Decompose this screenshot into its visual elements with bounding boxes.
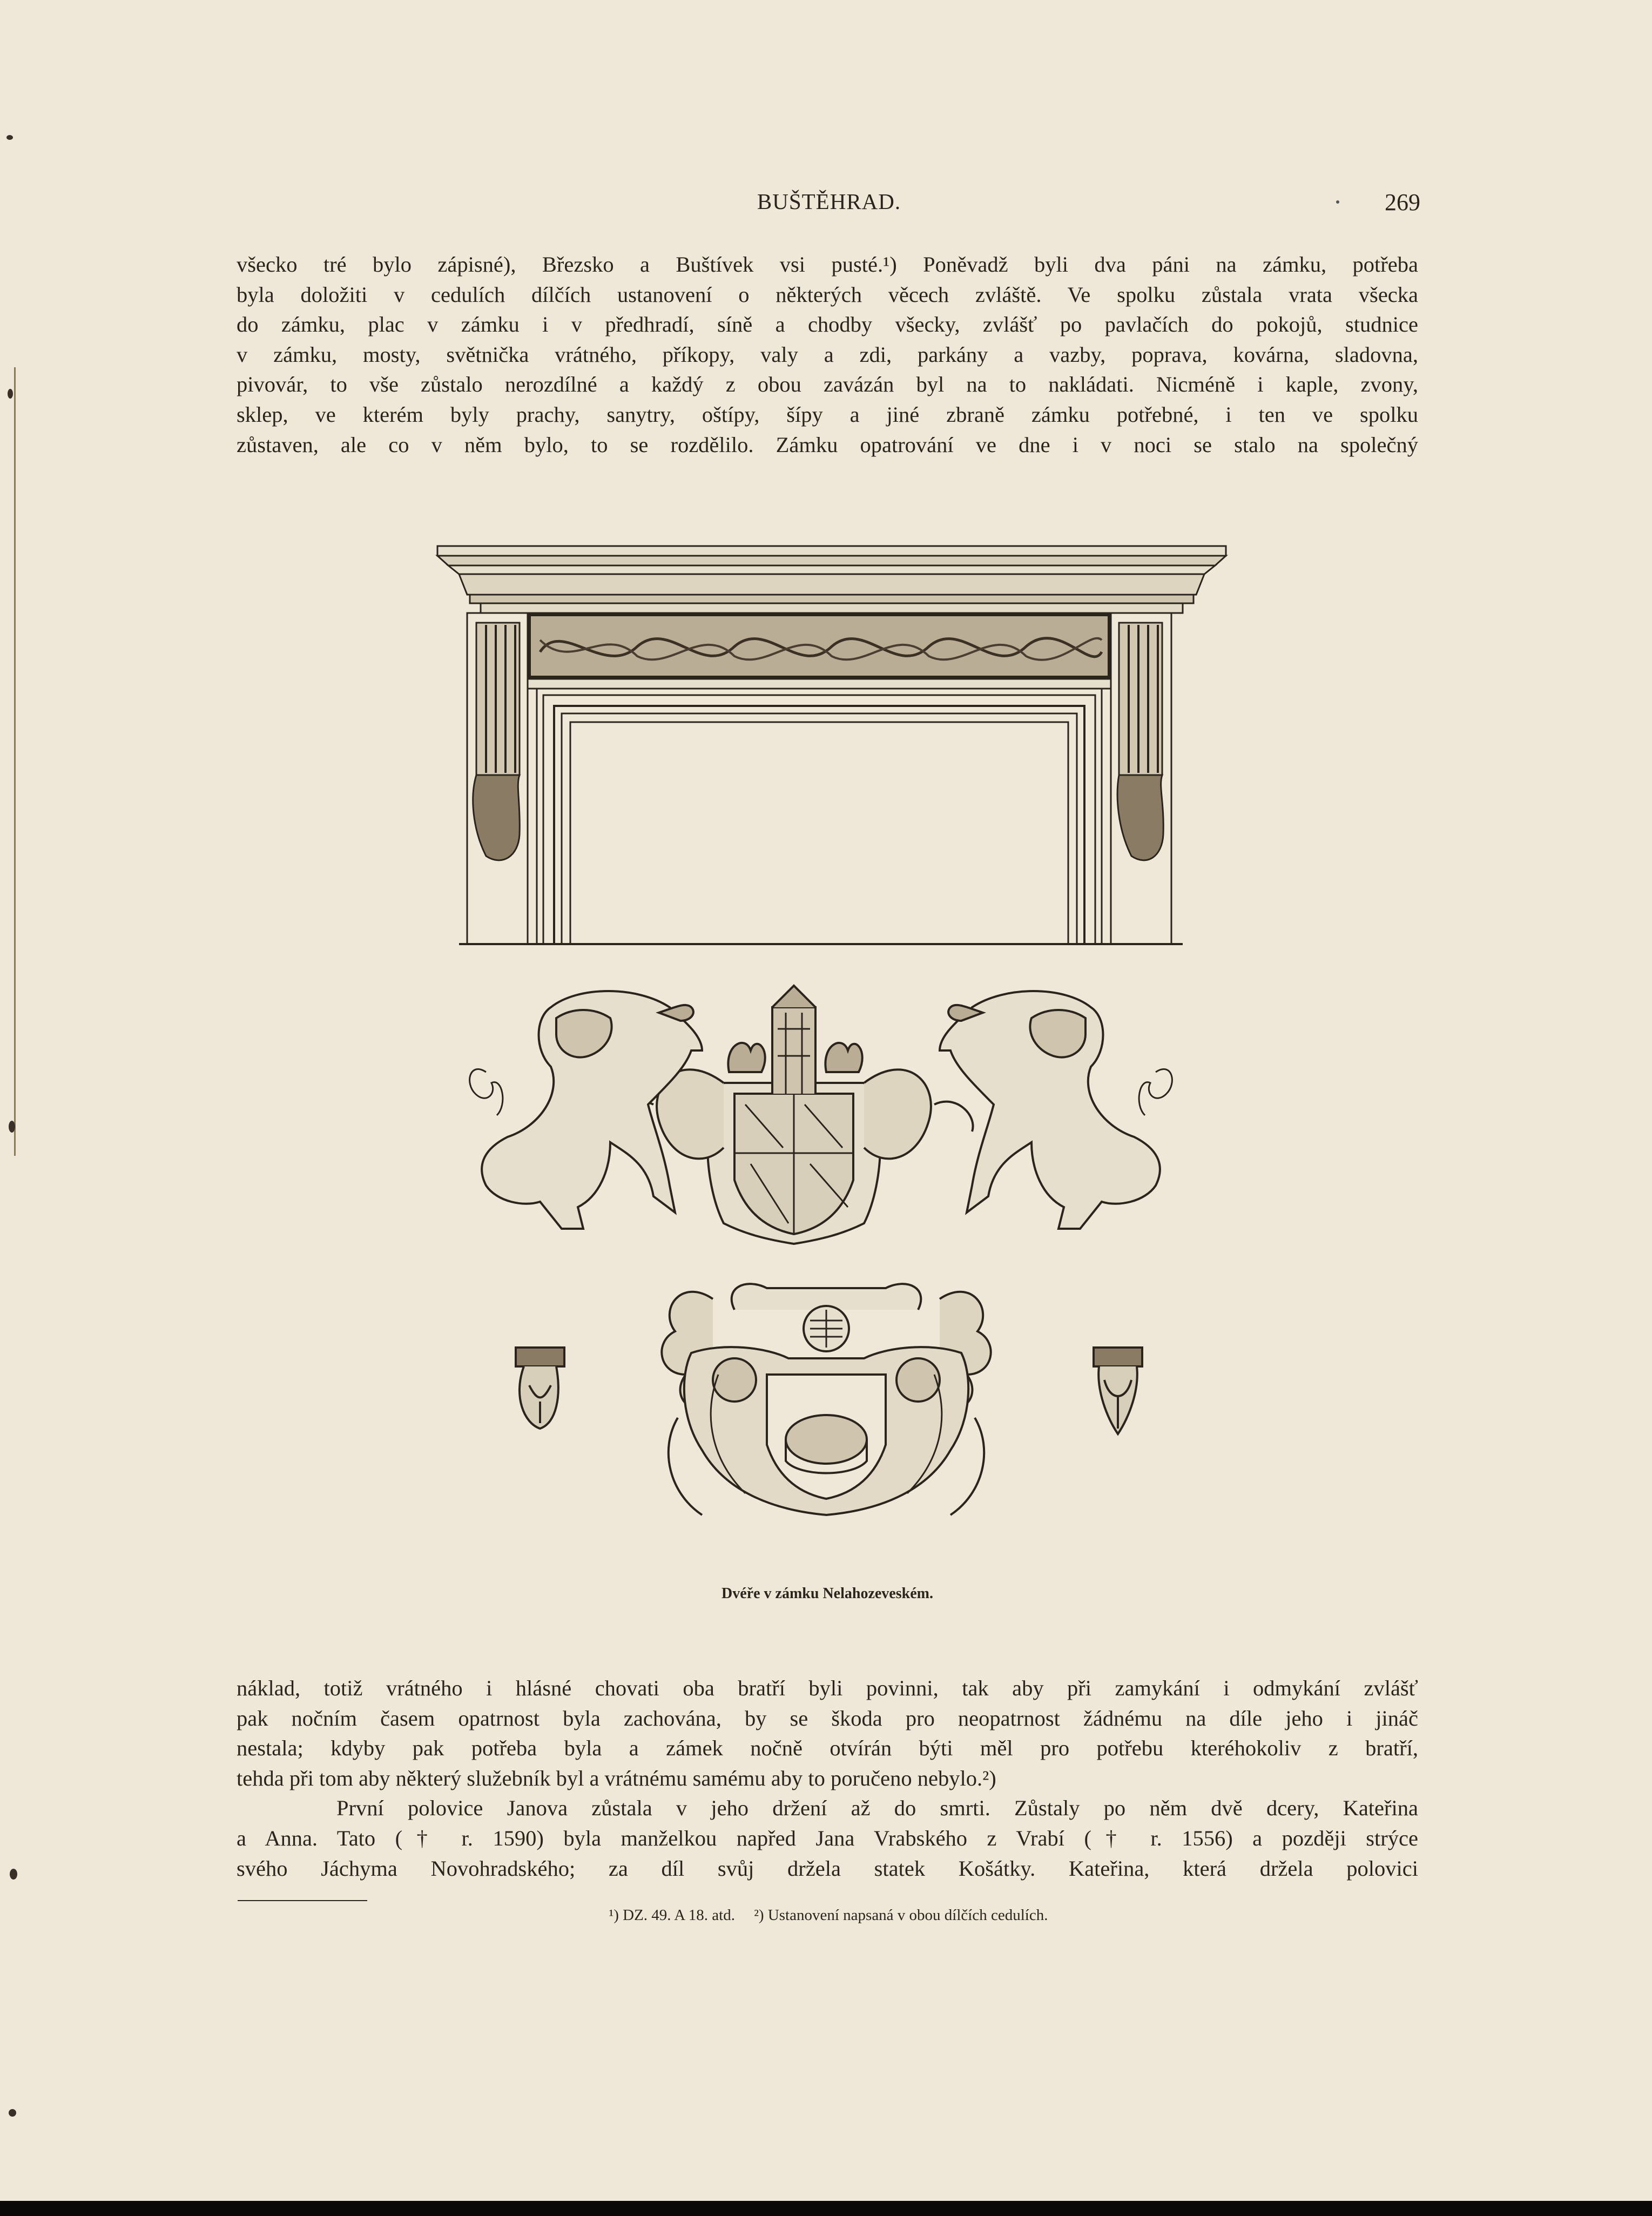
footnotes [238,1907,1419,1924]
page-edge-mark [14,367,16,1156]
page-number: 269 [1385,189,1420,215]
scan-border [0,2201,1652,2216]
scan-speck [6,135,13,140]
scan-speck [10,1869,17,1880]
scan-speck [9,2109,16,2117]
running-head [238,186,1420,219]
text-line: tehda při tom aby některý služebník byl a vrátnému samému aby to poručeno nebylo.²) [237,1766,996,1790]
coat-of-arms-with-lions-drawing [470,986,1172,1244]
running-title: BUŠTĚHRAD. [757,189,901,214]
text-line: byla doložiti v cedulích dílčích ustanovení o některých věcech zvláště. Ve spolku zůstala vrata všecka [237,282,1418,307]
head-dot [1336,200,1339,204]
text-line: První polovice Janova zůstala v jeho držení až do smrti. Zůstaly po něm dvě dcery, Kateřina [336,1796,1418,1821]
text-line: pak nočním časem opatrnost byla zachována, by se škoda pro neopatrnost žádnému na díle jeho i jináč [237,1706,1418,1730]
figure-caption: Dvéře v zámku Nelahozeveském. [722,1585,933,1602]
text-line: do zámku, plac v zámku i v předhradí, síně a chodby všecky, zvlášť po pavlačích do pokojů, studnice [237,312,1418,337]
footnote-rule [238,1900,367,1901]
left-hinge-drawing [516,1348,564,1429]
footnote-1: ¹) DZ. 49. A 18. atd. [609,1907,735,1924]
door-lintel-drawing [437,546,1226,944]
scan-speck [8,389,13,399]
lower-crest-drawing [662,1284,990,1515]
text-line: a Anna. Tato († r. 1590) byla manželkou napřed Jana Vrabského z Vrabí († r. 1556) a později strýce [237,1826,1418,1850]
text-line: náklad, totiž vrátného i hlásné chovati oba bratří byli povinni, tak aby při zamykání i odmykání zvlášť [237,1676,1418,1700]
text-line: pivovár, to vše zůstalo nerozdílné a každý z obou zavázán byl na to nakládati. Nicméně i kaple, zvony, [237,372,1418,397]
door-illustration [400,532,1242,1569]
body-text-bottom [237,1673,1418,1883]
scan-speck [9,1121,15,1133]
text-line: svého Jáchyma Novohradského; za díl svůj držela statek Košátky. Kateřina, která držela polovici [237,1856,1418,1881]
text-line: všecko tré bylo zápisné), Březsko a Buštívek vsi pusté.¹) Poněvadž byli dva páni na zámku, potřeba [237,252,1418,277]
right-hinge-drawing [1094,1348,1142,1434]
text-line: nestala; kdyby pak potřeba byla a zámek nočně otvírán býti měl pro potřebu kteréhokoliv z bratří, [237,1736,1418,1761]
text-line: zůstaven, ale co v něm bylo, to se rozdělilo. Zámku opatrování ve dne i v noci se stalo na společný [237,432,1418,457]
body-text-top [237,250,1418,460]
text-line: sklep, ve kterém byly prachy, sanytry, oštípy, šípy a jiné zbraně zámku potřebné, i ten ve spolku [237,402,1418,427]
footnote-2: ²) Ustanovení napsaná v obou dílčích cedulích. [754,1907,1048,1924]
text-line: v zámku, mosty, světnička vrátného, příkopy, valy a zdi, parkány a vazby, poprava, kovárna, sladovna, [237,342,1418,367]
